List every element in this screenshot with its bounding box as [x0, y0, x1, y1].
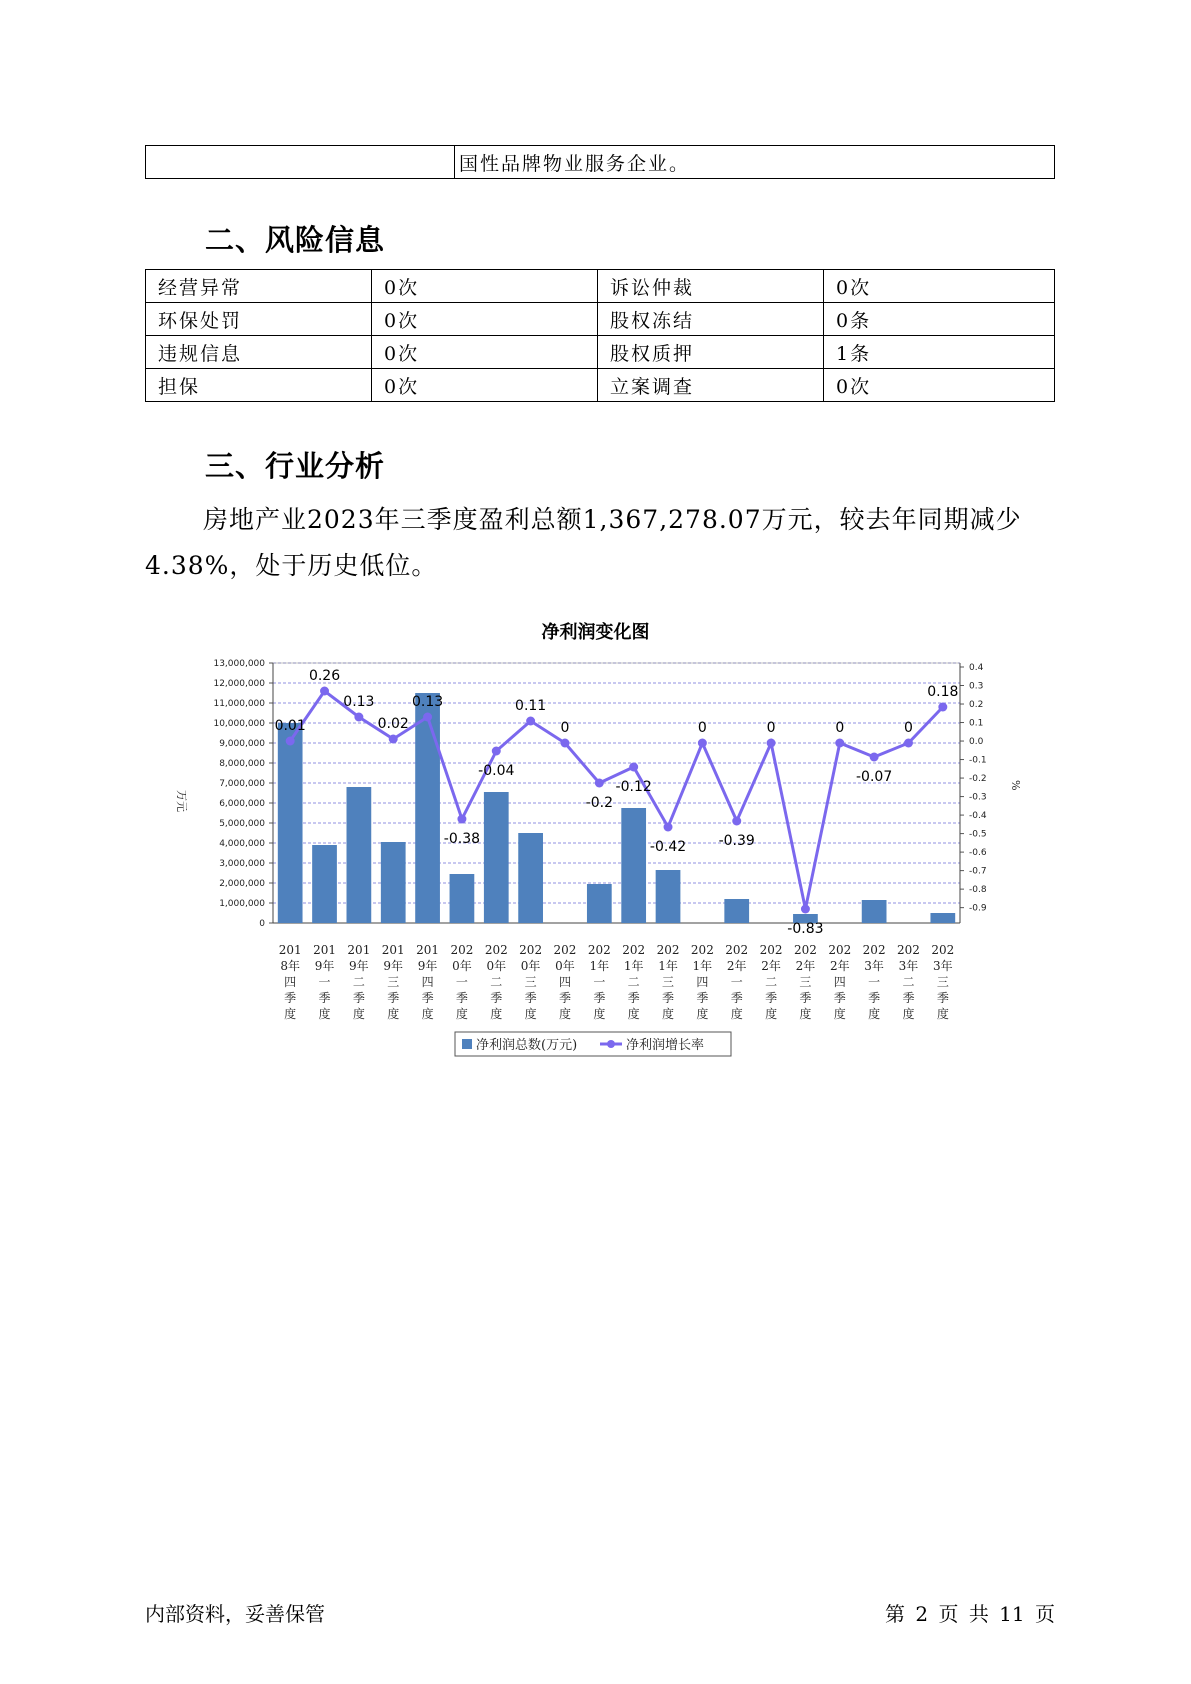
x-tick-label: 季	[799, 991, 812, 1005]
x-tick-label: 季	[868, 991, 881, 1005]
growth-rate-point	[354, 713, 363, 722]
y2-tick-label: -0.3	[969, 792, 987, 803]
x-tick-label: 1年	[692, 959, 713, 973]
x-tick-label: 季	[593, 991, 606, 1005]
x-tick-label: 二	[765, 975, 778, 989]
x-tick-label: 2年	[829, 959, 850, 973]
y2-axis-title: %	[1009, 780, 1022, 791]
x-tick-label: 3年	[933, 959, 953, 973]
x-tick-label: 度	[318, 1007, 331, 1021]
data-label: -0.07	[856, 769, 893, 785]
data-label: -0.38	[443, 831, 481, 847]
growth-rate-point	[595, 779, 604, 788]
y-tick-label: 0	[259, 919, 265, 929]
x-tick-label: 8年	[280, 959, 300, 973]
growth-rate-point	[492, 747, 501, 756]
x-tick-label: 季	[765, 991, 778, 1005]
x-tick-label: 季	[421, 991, 434, 1005]
growth-rate-point	[526, 717, 535, 726]
x-tick-label: 202	[931, 943, 955, 957]
table-row	[146, 270, 1055, 303]
bar	[621, 808, 646, 923]
growth-rate-point	[938, 703, 947, 712]
growth-rate-point	[870, 753, 879, 762]
bar	[862, 900, 887, 923]
risk-value: 0次	[824, 270, 1055, 303]
x-tick-label: 度	[936, 1007, 949, 1021]
y-axis-title: 万元	[175, 790, 188, 812]
growth-rate-point	[560, 739, 569, 748]
x-tick-label: 四	[421, 975, 434, 989]
x-tick-label: 1年	[658, 959, 678, 973]
table-row	[146, 336, 1055, 369]
data-label: 0.26	[308, 668, 341, 684]
x-tick-label: 9年	[383, 959, 404, 973]
x-tick-label: 202	[519, 943, 543, 957]
x-tick-label: 9年	[314, 959, 335, 973]
x-tick-label: 201	[278, 943, 302, 957]
x-tick-label: 季	[352, 991, 365, 1005]
y2-tick-label: 0.0	[969, 737, 984, 748]
y2-tick-label: 0.2	[969, 700, 984, 711]
x-tick-label: 1年	[589, 959, 610, 973]
x-tick-label: 202	[725, 943, 749, 957]
growth-rate-point	[767, 739, 776, 748]
x-tick-label: 二	[490, 975, 503, 989]
x-tick-label: 1年	[623, 959, 644, 973]
risk-label: 经营异常	[146, 270, 372, 303]
x-tick-label: 季	[833, 991, 846, 1005]
legend-line-label: 净利润增长率	[626, 1038, 705, 1053]
risk-value: 0次	[372, 336, 598, 369]
bar	[484, 792, 509, 923]
y2-tick-label: 0.1	[969, 718, 984, 729]
footer-left: 内部资料，妥善保管	[145, 1602, 325, 1626]
data-label: -0.83	[787, 921, 824, 937]
legend-bar-swatch	[462, 1039, 472, 1049]
legend-bar-label: 净利润总数(万元)	[476, 1038, 578, 1053]
table-row	[146, 146, 1055, 179]
x-tick-label: 度	[455, 1007, 468, 1021]
x-tick-label: 一	[730, 975, 743, 989]
bar	[587, 884, 612, 923]
y2-tick-label: 0.3	[969, 681, 984, 692]
x-tick-label: 季	[318, 991, 331, 1005]
y-tick-label: 7,000,000	[219, 779, 265, 789]
bar	[450, 874, 475, 923]
growth-rate-point	[698, 739, 707, 748]
table-row	[146, 369, 1055, 402]
x-tick-label: 202	[828, 943, 852, 957]
data-label: 0.01	[274, 718, 306, 734]
bar	[312, 845, 337, 923]
data-label: 0	[560, 720, 570, 736]
x-tick-label: 0年	[452, 959, 472, 973]
risk-label: 环保处罚	[146, 303, 372, 336]
x-tick-label: 二	[352, 975, 365, 989]
x-tick-label: 三	[524, 975, 537, 989]
x-tick-label: 三	[799, 975, 812, 989]
x-tick-label: 度	[421, 1007, 434, 1021]
x-tick-label: 度	[352, 1007, 365, 1021]
y-tick-label: 13,000,000	[213, 659, 265, 669]
y-tick-label: 9,000,000	[219, 739, 265, 749]
data-label: 0.02	[377, 716, 409, 732]
x-tick-label: 度	[524, 1007, 537, 1021]
x-tick-label: 度	[730, 1007, 743, 1021]
risk-value: 0次	[372, 303, 598, 336]
x-tick-label: 度	[868, 1007, 881, 1021]
risk-value: 0次	[372, 270, 598, 303]
x-tick-label: 季	[936, 991, 949, 1005]
x-tick-label: 201	[347, 943, 371, 957]
bar	[278, 723, 303, 923]
data-label: 0.18	[927, 684, 959, 700]
x-tick-label: 3年	[864, 959, 884, 973]
x-tick-label: 四	[833, 975, 846, 989]
x-tick-label: 度	[490, 1007, 503, 1021]
footer-page-number: 第 2 页 共 11 页	[885, 1602, 1055, 1626]
x-tick-label: 四	[284, 975, 297, 989]
x-tick-label: 三	[387, 975, 400, 989]
x-tick-label: 202	[862, 943, 886, 957]
x-tick-label: 2年	[726, 959, 747, 973]
x-tick-label: 度	[662, 1007, 675, 1021]
x-tick-label: 2年	[761, 959, 781, 973]
y2-tick-label: -0.4	[969, 811, 987, 822]
risk-label: 违规信息	[146, 336, 372, 369]
data-label: -0.12	[615, 779, 652, 795]
x-tick-label: 0年	[520, 959, 541, 973]
data-label: -0.39	[718, 833, 755, 849]
risk-value: 1条	[824, 336, 1055, 369]
section3-heading: 三、行业分析	[205, 449, 386, 483]
x-tick-label: 季	[902, 991, 915, 1005]
growth-rate-point	[320, 687, 329, 696]
data-label: 0	[697, 720, 707, 736]
x-tick-label: 202	[587, 943, 611, 957]
paragraph-line2: 4.38%，处于历史低位。	[145, 551, 438, 580]
x-tick-label: 9年	[349, 959, 369, 973]
y2-tick-label: -0.6	[969, 848, 987, 859]
x-tick-label: 三	[936, 975, 949, 989]
x-tick-label: 二	[902, 975, 915, 989]
y2-tick-label: -0.2	[969, 774, 987, 785]
growth-rate-point	[664, 823, 673, 832]
net-profit-chart	[170, 640, 1020, 1070]
analysis-paragraph	[145, 497, 1055, 589]
data-label: -0.2	[585, 795, 613, 811]
bar	[930, 913, 955, 923]
y-tick-label: 3,000,000	[219, 859, 265, 869]
x-tick-label: 202	[793, 943, 817, 957]
y-tick-label: 10,000,000	[213, 719, 265, 729]
y2-tick-label: 0.4	[969, 663, 984, 673]
legend-line-marker	[607, 1040, 615, 1048]
y-tick-label: 11,000,000	[213, 699, 265, 709]
x-tick-label: 0年	[486, 959, 507, 973]
x-tick-label: 一	[318, 975, 331, 989]
x-tick-label: 度	[902, 1007, 915, 1021]
x-tick-label: 度	[558, 1007, 571, 1021]
bar	[518, 833, 543, 923]
y-tick-label: 1,000,000	[219, 899, 265, 909]
x-tick-label: 一	[593, 975, 606, 989]
x-tick-label: 季	[455, 991, 468, 1005]
top-table	[145, 145, 1055, 179]
x-tick-label: 度	[833, 1007, 846, 1021]
y2-tick-label: -0.9	[969, 903, 987, 914]
y-tick-label: 2,000,000	[219, 879, 265, 889]
growth-rate-point	[286, 737, 295, 746]
bar	[347, 787, 372, 923]
x-tick-label: 2年	[795, 959, 816, 973]
y2-tick-label: -0.8	[969, 885, 987, 896]
x-tick-label: 度	[799, 1007, 812, 1021]
x-tick-label: 9年	[417, 959, 438, 973]
x-tick-label: 季	[730, 991, 743, 1005]
bar	[656, 870, 681, 923]
growth-rate-point	[904, 739, 913, 748]
risk-label: 担保	[146, 369, 372, 402]
x-tick-label: 季	[284, 991, 297, 1005]
section2-heading: 二、风险信息	[205, 223, 386, 257]
data-label: 0.13	[343, 694, 375, 710]
x-tick-label: 一	[868, 975, 881, 989]
x-tick-label: 季	[696, 991, 709, 1005]
data-label: 0.11	[515, 698, 547, 714]
risk-value: 0条	[824, 303, 1055, 336]
x-tick-label: 201	[313, 943, 336, 957]
x-tick-label: 四	[558, 975, 571, 989]
x-tick-label: 202	[450, 943, 474, 957]
data-label: 0	[904, 720, 913, 736]
x-tick-label: 季	[662, 991, 675, 1005]
growth-rate-point	[801, 905, 810, 914]
paragraph-line1: 房地产业2023年三季度盈利总额1,367,278.07万元，较去年同期减少	[203, 505, 1022, 534]
growth-rate-point	[457, 815, 466, 824]
x-tick-label: 度	[627, 1007, 640, 1021]
y2-tick-label: -0.7	[969, 866, 987, 877]
x-tick-label: 度	[765, 1007, 778, 1021]
table-row	[146, 303, 1055, 336]
x-tick-label: 度	[387, 1007, 400, 1021]
x-tick-label: 201	[381, 943, 405, 957]
x-tick-label: 度	[696, 1007, 709, 1021]
y2-tick-label: -0.5	[969, 829, 987, 840]
x-tick-label: 二	[627, 975, 640, 989]
y-tick-label: 5,000,000	[219, 819, 265, 829]
x-tick-label: 季	[627, 991, 640, 1005]
bar	[381, 842, 406, 923]
x-tick-label: 202	[690, 943, 714, 957]
x-tick-label: 度	[284, 1007, 297, 1021]
y-tick-label: 6,000,000	[219, 799, 265, 809]
growth-rate-point	[629, 763, 638, 772]
x-tick-label: 3年	[898, 959, 919, 973]
x-tick-label: 三	[662, 975, 675, 989]
y-tick-label: 4,000,000	[219, 839, 265, 849]
x-tick-label: 季	[387, 991, 400, 1005]
x-tick-label: 202	[656, 943, 680, 957]
x-tick-label: 201	[416, 943, 440, 957]
top-table-cell-right: 国性品牌物业服务企业。	[455, 146, 1055, 179]
x-tick-label: 度	[593, 1007, 606, 1021]
chart-title: 净利润变化图	[541, 622, 650, 643]
top-table-cell-left	[146, 146, 455, 179]
growth-rate-point	[389, 735, 398, 744]
data-label: -0.04	[478, 763, 515, 779]
bar	[415, 693, 440, 923]
risk-value: 0次	[824, 369, 1055, 402]
x-tick-label: 202	[759, 943, 783, 957]
x-tick-label: 一	[455, 975, 468, 989]
y-tick-label: 12,000,000	[213, 679, 265, 689]
risk-label: 股权质押	[598, 336, 824, 369]
data-label: 0	[766, 720, 776, 736]
data-label: 0	[835, 720, 845, 736]
y2-tick-label: -0.1	[969, 755, 987, 766]
x-tick-label: 季	[558, 991, 571, 1005]
y-tick-label: 8,000,000	[219, 759, 265, 769]
growth-rate-point	[423, 713, 432, 722]
x-tick-label: 202	[484, 943, 508, 957]
x-tick-label: 202	[553, 943, 577, 957]
x-tick-label: 季	[524, 991, 537, 1005]
growth-rate-point	[835, 739, 844, 748]
x-tick-label: 季	[490, 991, 503, 1005]
growth-rate-point	[732, 817, 741, 826]
risk-value: 0次	[372, 369, 598, 402]
risk-label: 立案调查	[598, 369, 824, 402]
data-label: 0.13	[411, 694, 444, 710]
x-tick-label: 202	[622, 943, 646, 957]
risk-table	[145, 269, 1055, 402]
risk-label: 诉讼仲裁	[598, 270, 824, 303]
data-label: -0.42	[649, 839, 687, 855]
x-tick-label: 0年	[555, 959, 575, 973]
x-tick-label: 202	[897, 943, 920, 957]
x-tick-label: 四	[696, 975, 709, 989]
risk-label: 股权冻结	[598, 303, 824, 336]
bar	[724, 899, 749, 923]
